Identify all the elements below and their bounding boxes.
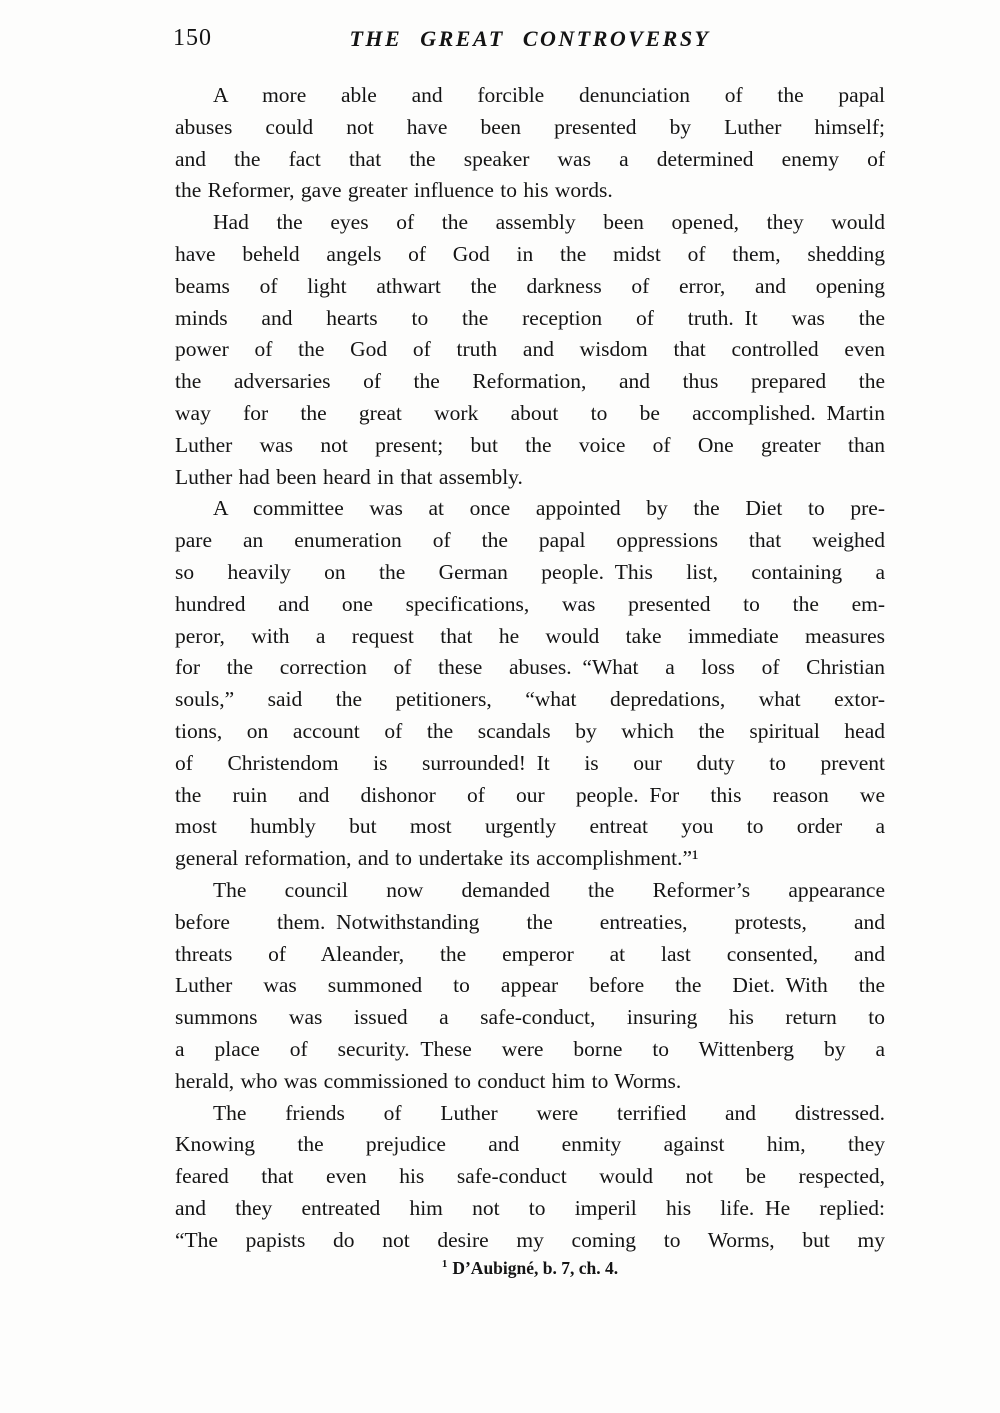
- text-line: so heavily on the German people. This list, containing a: [175, 559, 885, 584]
- text-line: the adversaries of the Reformation, and thus prepared the: [175, 369, 885, 394]
- text-line: beams of light athwart the darkness of error, and opening: [175, 273, 885, 298]
- page-number: 150: [173, 25, 212, 51]
- text-line: the Reformer, gave greater influence to his words.: [175, 178, 613, 203]
- text-line: Knowing the prejudice and enmity against him, they: [175, 1132, 885, 1157]
- footnote-text: D’Aubigné, b. 7, ch. 4.: [452, 1258, 619, 1278]
- text-line: general reformation, and to undertake its accomplishment.”¹: [175, 846, 699, 871]
- text-line: Luther was not present; but the voice of One greater than: [175, 432, 885, 457]
- text-line: way for the great work about to be accomplished. Martin: [175, 400, 885, 425]
- body-text: [175, 80, 885, 1256]
- running-title: THE GREAT CONTROVERSY: [349, 26, 711, 51]
- text-line: souls,” said the petitioners, “what depredations, what extor-: [175, 687, 885, 712]
- text-line: herald, who was commissioned to conduct him to Worms.: [175, 1068, 682, 1093]
- text-line: tions, on account of the scandals by which the spiritual head: [175, 718, 885, 743]
- text-line: and they entreated him not to imperil his life. He replied:: [175, 1195, 885, 1220]
- text-line: The council now demanded the Reformer’s appearance: [213, 877, 885, 902]
- page-header: [175, 24, 885, 54]
- text-line: Had the eyes of the assembly been opened, they would: [213, 210, 885, 235]
- text-line: Luther had been heard in that assembly.: [175, 464, 523, 489]
- text-line: Luther was summoned to appear before the Diet. With the: [175, 973, 885, 998]
- text-line: summons was issued a safe-conduct, insuring his return to: [175, 1005, 885, 1030]
- text-line: pare an enumeration of the papal oppressions that weighed: [175, 528, 885, 553]
- text-line: and the fact that the speaker was a determined enemy of: [175, 146, 885, 171]
- text-line: abuses could not have been presented by Luther himself;: [175, 114, 885, 139]
- text-line: feared that even his safe-conduct would not be respected,: [175, 1164, 885, 1189]
- text-line: A committee was at once appointed by the Diet to pre-: [213, 496, 885, 521]
- text-line: “The papists do not desire my coming to Worms, but my: [175, 1227, 885, 1252]
- text-line: peror, with a request that he would take immediate measures: [175, 623, 885, 648]
- text-line: power of the God of truth and wisdom that controlled even: [175, 337, 885, 362]
- text-line: hundred and one specifications, was presented to the em-: [175, 591, 885, 616]
- text-line: A more able and forcible denunciation of the papal: [213, 83, 885, 107]
- text-line: minds and hearts to the reception of truth. It was the: [175, 305, 885, 330]
- footnote-marker: 1: [441, 1258, 448, 1271]
- text-line: before them. Notwithstanding the entreaties, protests, and: [175, 909, 885, 934]
- text-line: The friends of Luther were terrified and distressed.: [213, 1100, 885, 1125]
- text-line: for the correction of these abuses. “What a loss of Christian: [175, 655, 885, 680]
- text-line: a place of security. These were borne to Wittenberg by a: [175, 1036, 885, 1061]
- text-line: have beheld angels of God in the midst of them, shedding: [175, 241, 885, 266]
- text-line: of Christendom is surrounded! It is our duty to prevent: [175, 750, 885, 775]
- text-line: the ruin and dishonor of our people. For this reason we: [175, 782, 885, 807]
- footnote: [175, 1258, 885, 1279]
- text-line: threats of Aleander, the emperor at last consented, and: [175, 941, 885, 966]
- text-line: most humbly but most urgently entreat you to order a: [175, 814, 885, 839]
